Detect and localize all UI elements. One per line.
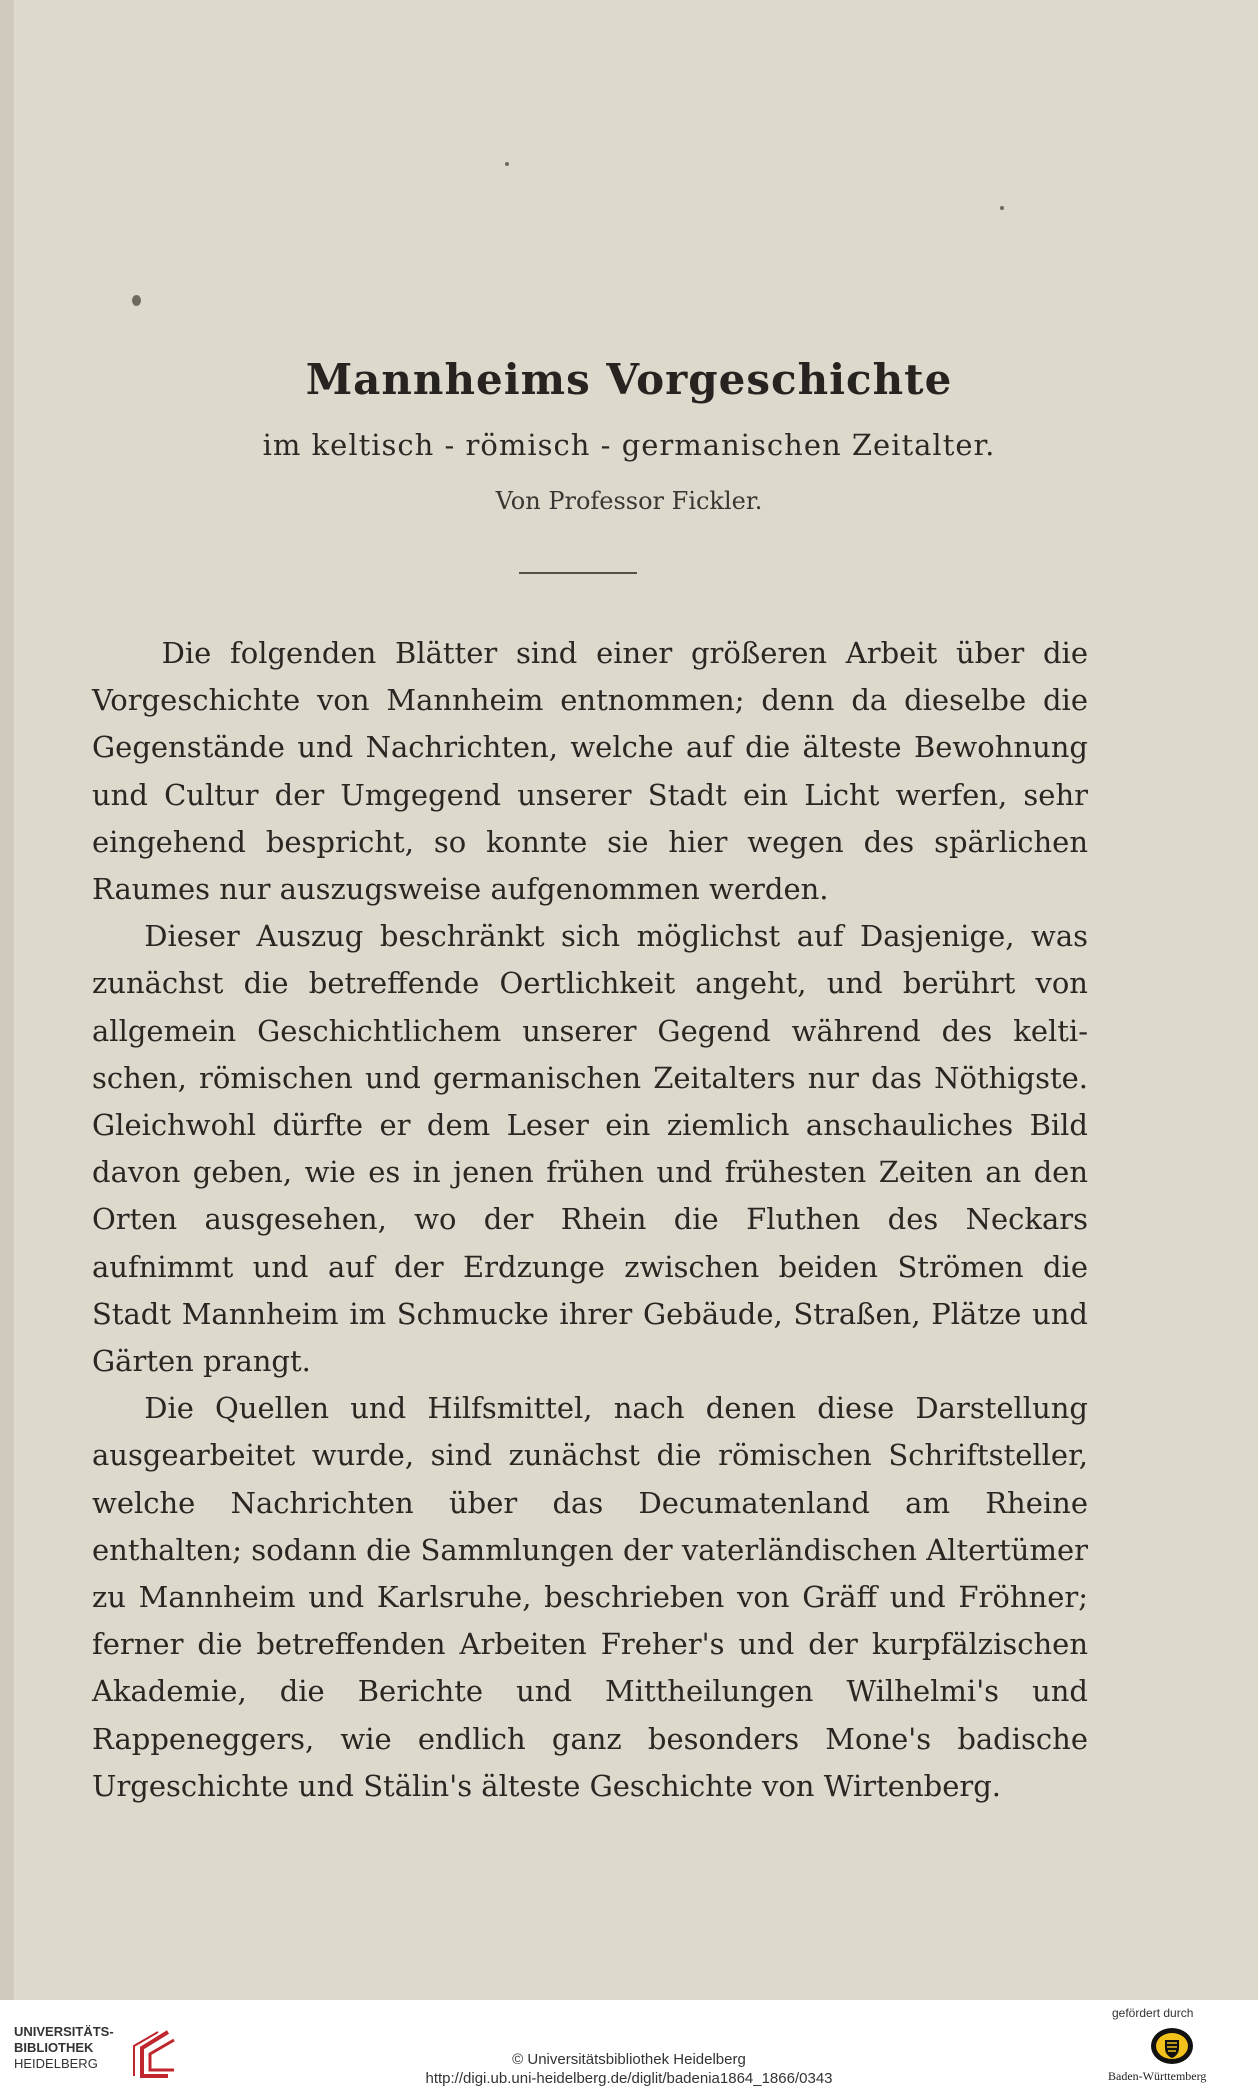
body-text [92,630,1088,1810]
title-divider [519,572,637,574]
digitization-footer [0,2000,1258,2091]
logo-line-2: BIBLIOTHEK [14,2040,94,2055]
logo-line-3: HEIDELBERG [14,2056,98,2071]
page-subtitle: im keltisch - römisch - germanischen Zeitalter. [262,428,996,462]
ink-speck [132,295,141,306]
paragraph: Die folgenden Blätter sind einer größeren Arbeit über die Vorgeschichte von Mannheim entnommen; denn da dieselbe die Gegenstände und Nachrichten, welche auf die älteste Bewohnung und Cultur der Umgegend unserer Stadt ein Licht werfen, sehr eingehend bespricht, so konnte sie hier wegen des spärlichen Raumes nur auszugsweise aufgenommen werden. [92,636,1088,907]
paragraph: Die Quellen und Hilfsmittel, nach denen diese Darstellung ausgearbeitet wurde, sind zunächst die römischen Schriftsteller, welche Nachrichten über das Decumatenland am Rheine enthalten; sodann die Sammlungen der vaterländischen Altertümer zu Mannheim und Karlsruhe, beschrieben von Gräff und Fröhner; ferner die betreffenden Arbeiten Freher's und der kurpfälzischen Akademie, die Berichte und Mittheilungen Wilhelmi's und Rappeneggers, wie endlich ganz besonders Mone's badische Urgeschichte und Stälin's älteste Geschichte von Wirtenberg. [92,1391,1088,1803]
permalink-url[interactable]: http://digi.ub.uni-heidelberg.de/diglit/badenia1864_1866/0343 [425,2070,833,2087]
sponsor-name: Baden-Württemberg [1108,2069,1207,2083]
logo-line-1: UNIVERSITÄTS- [14,2024,114,2039]
ink-speck [505,162,509,166]
page-edge-shadow [0,0,14,2000]
sponsor-label: gefördert durch [1112,2006,1194,2020]
author-line: Von Professor Fickler. [495,487,763,515]
copyright-text: © Universitätsbibliothek Heidelberg [512,2051,746,2068]
paragraph: Dieser Auszug beschränkt sich möglichst auf Dasjenige, was zunächst die betreffende Oertlichkeit angeht, und berührt von allgemein Geschichtlichem unserer Gegend während des keltischen, römischen und germanischen Zeitalters nur das Nöthigste. Gleichwohl dürfte er dem Leser ein ziemlich anschauliches Bild davon geben, wie es in jenen frühen und frühesten Zeiten an den Orten ausgesehen, wo der Rhein die Fluthen des Neckars aufnimmt und auf der Erdzunge zwischen beiden Strömen die Stadt Mannheim im Schmucke ihrer Gebäude, Straßen, Plätze und Gärten prangt. [92,919,1088,1379]
copyright-block [0,2050,1258,2088]
ink-speck [1000,206,1004,210]
state-crest-icon[interactable] [1150,2024,1194,2068]
page-title: Mannheims Vorgeschichte [305,355,953,404]
